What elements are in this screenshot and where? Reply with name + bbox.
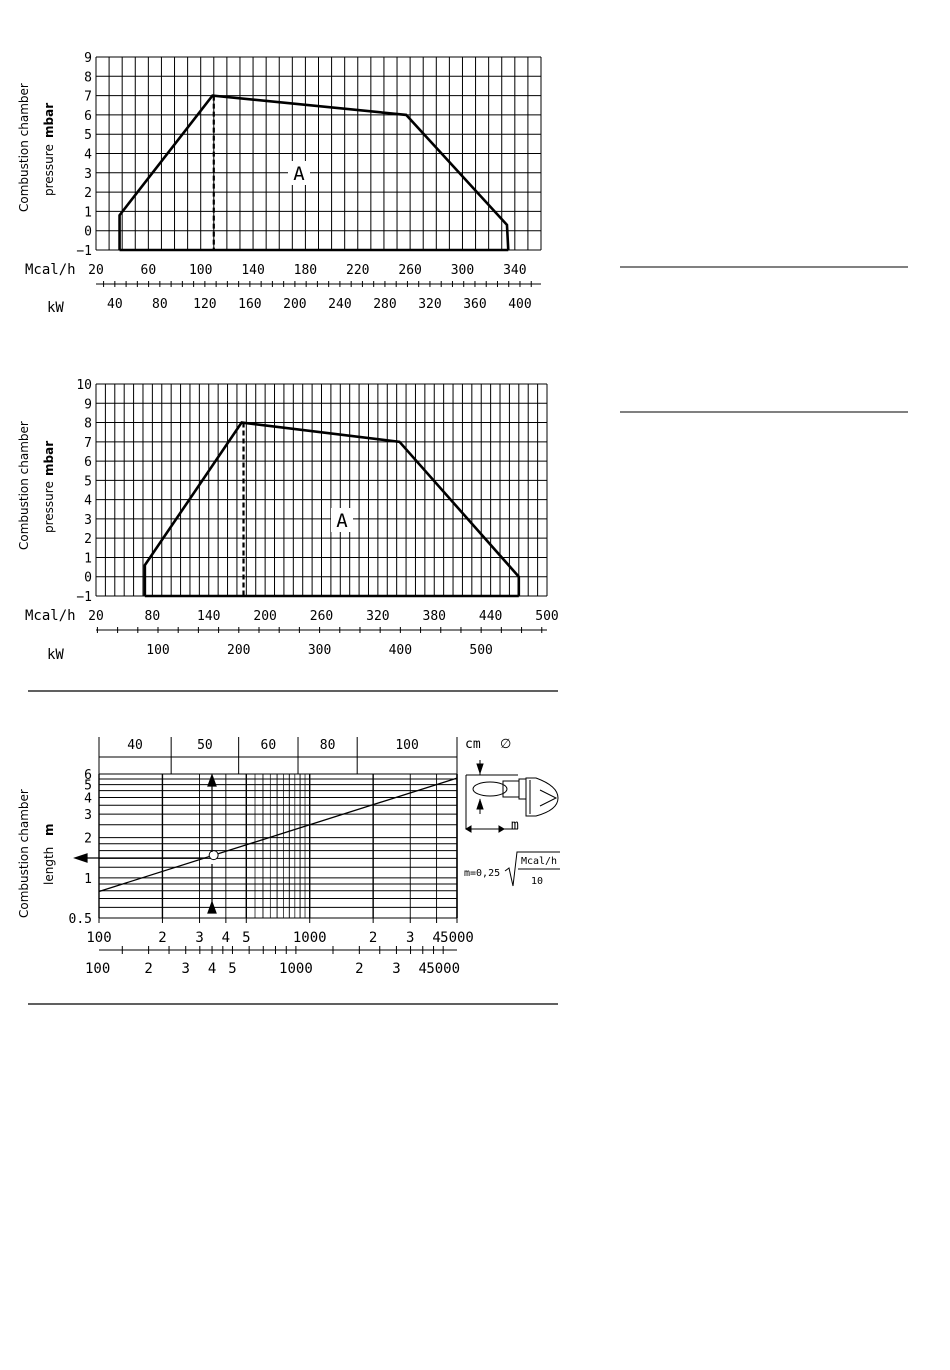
x-tick-label: 340: [503, 263, 527, 278]
y-tick-label: 2: [84, 831, 92, 847]
kw-tick-label: 200: [227, 643, 251, 658]
y-tick-label: −1: [76, 244, 92, 259]
y-tick-label: 0: [84, 224, 92, 240]
chart-2-region-label: A: [336, 510, 348, 532]
y-tick-label: −1: [76, 590, 92, 605]
chart-3-ylabel-line2: length: [42, 846, 56, 885]
y-tick-label: 7: [84, 435, 92, 451]
chamber-diagram-m-label: m: [511, 818, 519, 833]
diameter-scale-label: 50: [197, 738, 213, 753]
y-tick-label: 4: [84, 147, 92, 163]
x-tick-label: 300: [450, 263, 475, 278]
y-tick-label: 1: [84, 551, 92, 567]
x-tick-label: 440: [478, 609, 503, 624]
x-tick-label: 1000: [292, 930, 327, 946]
x-tick-label: 200: [253, 609, 277, 624]
chart-3-chamber-length: [17, 737, 560, 977]
y-tick-label: 7: [84, 89, 92, 105]
chart-3-marker-point: [209, 851, 218, 860]
y-tick-label: 0: [84, 570, 92, 586]
y-tick-label: 3: [84, 166, 92, 182]
lower-axis-label: 100: [85, 961, 111, 977]
chart-3-top-unit: cm: [465, 737, 481, 752]
y-tick-label: 5: [84, 474, 92, 490]
kw-tick-label: 100: [146, 643, 170, 658]
x-tick-label: 4: [221, 930, 231, 946]
kw-tick-label: 500: [469, 643, 493, 658]
chamber-diagram-arrows: [466, 764, 504, 832]
x-tick-label: 140: [197, 609, 221, 624]
chart-2-firing-rate: [17, 378, 559, 663]
chart-3-diameter-scale: [99, 737, 457, 774]
formula-denominator: 10: [530, 876, 544, 887]
chart-2-kw-axis: [96, 627, 547, 658]
x-tick-label: 320: [366, 609, 390, 624]
y-tick-label: 0.5: [68, 912, 92, 927]
kw-tick-label: 320: [418, 297, 442, 312]
lower-axis-label: 2: [144, 961, 153, 977]
diameter-scale-label: 40: [127, 738, 143, 753]
formula: [464, 852, 560, 887]
kw-tick-label: 200: [283, 297, 307, 312]
kw-tick-label: 80: [152, 297, 168, 312]
y-tick-label: 9: [84, 397, 92, 413]
y-tick-label: 5: [84, 778, 92, 794]
chart-3-y-ticks: [69, 768, 93, 927]
chart-2-x-unit: Mcal/h: [25, 608, 76, 624]
kw-tick-label: 160: [238, 297, 262, 312]
diameter-scale-label: 80: [319, 738, 336, 753]
chart-1-ylabel-line1: Combustion chamber: [17, 83, 31, 212]
diameter-scale-label: 60: [260, 738, 277, 753]
chart-3-ylabel-unit: m: [42, 823, 56, 836]
flame-shape: [473, 782, 507, 796]
x-tick-label: 100: [188, 263, 213, 278]
lower-axis-label: 5000: [426, 961, 461, 977]
x-tick-label: 2: [368, 930, 378, 946]
lower-axis-label: 4: [207, 961, 217, 977]
x-tick-label: 4: [432, 930, 441, 946]
lower-axis-label: 2: [355, 961, 364, 977]
y-tick-label: 6: [84, 768, 92, 783]
chart-2-kw-unit: kW: [47, 647, 64, 663]
lower-axis-label: 1000: [279, 961, 313, 977]
diameter-scale-label: 100: [395, 738, 419, 753]
chart-1-region-label: A: [293, 163, 305, 185]
y-tick-label: 6: [84, 108, 92, 124]
chart-2-grid: [96, 384, 547, 596]
lower-axis-label: 4: [418, 961, 427, 977]
chart-2-ylabel-unit: mbar: [42, 440, 56, 476]
chart-1-y-ticks: [76, 51, 92, 259]
x-tick-label: 380: [422, 609, 446, 624]
chart-1-kw-axis: [96, 281, 541, 312]
formula-numerator: Mcal/h: [520, 856, 558, 867]
x-tick-label: 5000: [440, 930, 474, 946]
chart-3-ylabel-line1: Combustion chamber: [17, 789, 31, 918]
kw-tick-label: 400: [388, 643, 413, 658]
formula-prefix: m=0,25: [464, 868, 501, 879]
chart-3-x-ticks: [86, 918, 474, 946]
chart-2-ylabel-line2: pressure: [42, 481, 56, 533]
y-tick-label: 6: [84, 455, 92, 471]
y-tick-label: 8: [84, 416, 92, 432]
kw-tick-label: 40: [107, 297, 123, 312]
x-tick-label: 140: [241, 263, 265, 278]
chart-1-x-unit: Mcal/h: [25, 262, 76, 278]
chart-1-kw-unit: kW: [47, 300, 64, 316]
y-tick-label: 10: [76, 378, 92, 393]
x-tick-label: 20: [88, 263, 104, 278]
kw-tick-label: 120: [193, 297, 217, 312]
chart-3-series-line: [99, 778, 457, 891]
x-tick-label: 80: [144, 609, 161, 624]
lower-axis-label: 5: [228, 961, 237, 977]
x-tick-label: 500: [535, 609, 559, 624]
chart-1-grid: [96, 57, 541, 250]
y-tick-label: 9: [84, 51, 92, 66]
chart-2-ylabel-line1: Combustion chamber: [17, 421, 31, 550]
chart-1-x-ticks: [88, 263, 526, 278]
x-tick-label: 60: [140, 263, 157, 278]
chart-3-lower-axis: [85, 946, 460, 977]
x-tick-label: 3: [406, 930, 415, 946]
y-tick-label: 4: [84, 493, 92, 509]
x-tick-label: 100: [86, 930, 112, 946]
x-tick-label: 2: [158, 930, 167, 946]
chart-1-ylabel-unit: mbar: [42, 102, 56, 138]
y-tick-label: 4: [84, 791, 92, 807]
chart-1-ylabel-line2: pressure: [42, 144, 56, 196]
x-tick-label: 180: [293, 263, 318, 278]
x-tick-label: 3: [195, 930, 204, 946]
x-tick-label: 260: [398, 263, 422, 278]
y-tick-label: 2: [84, 186, 92, 202]
x-tick-label: 220: [346, 263, 370, 278]
chart-3-diameter-symbol: ∅: [500, 737, 512, 752]
kw-tick-label: 360: [463, 297, 487, 312]
y-tick-label: 5: [84, 128, 92, 144]
y-tick-label: 3: [84, 512, 92, 528]
kw-tick-label: 280: [373, 297, 397, 312]
chart-1-firing-rate: [17, 51, 541, 316]
chart-2-x-ticks: [88, 609, 559, 624]
y-tick-label: 1: [84, 205, 92, 221]
chart-2-y-ticks: [76, 378, 92, 605]
kw-tick-label: 300: [307, 643, 332, 658]
y-tick-label: 1: [84, 871, 92, 887]
y-tick-label: 3: [84, 808, 92, 824]
lower-axis-label: 3: [181, 961, 190, 977]
x-tick-label: 260: [309, 609, 334, 624]
x-tick-label: 5: [242, 930, 251, 946]
kw-tick-label: 240: [328, 297, 352, 312]
lower-axis-label: 3: [392, 961, 401, 977]
kw-tick-label: 400: [508, 297, 532, 312]
y-tick-label: 8: [84, 70, 92, 86]
y-tick-label: 2: [84, 532, 92, 548]
x-tick-label: 20: [88, 609, 104, 624]
